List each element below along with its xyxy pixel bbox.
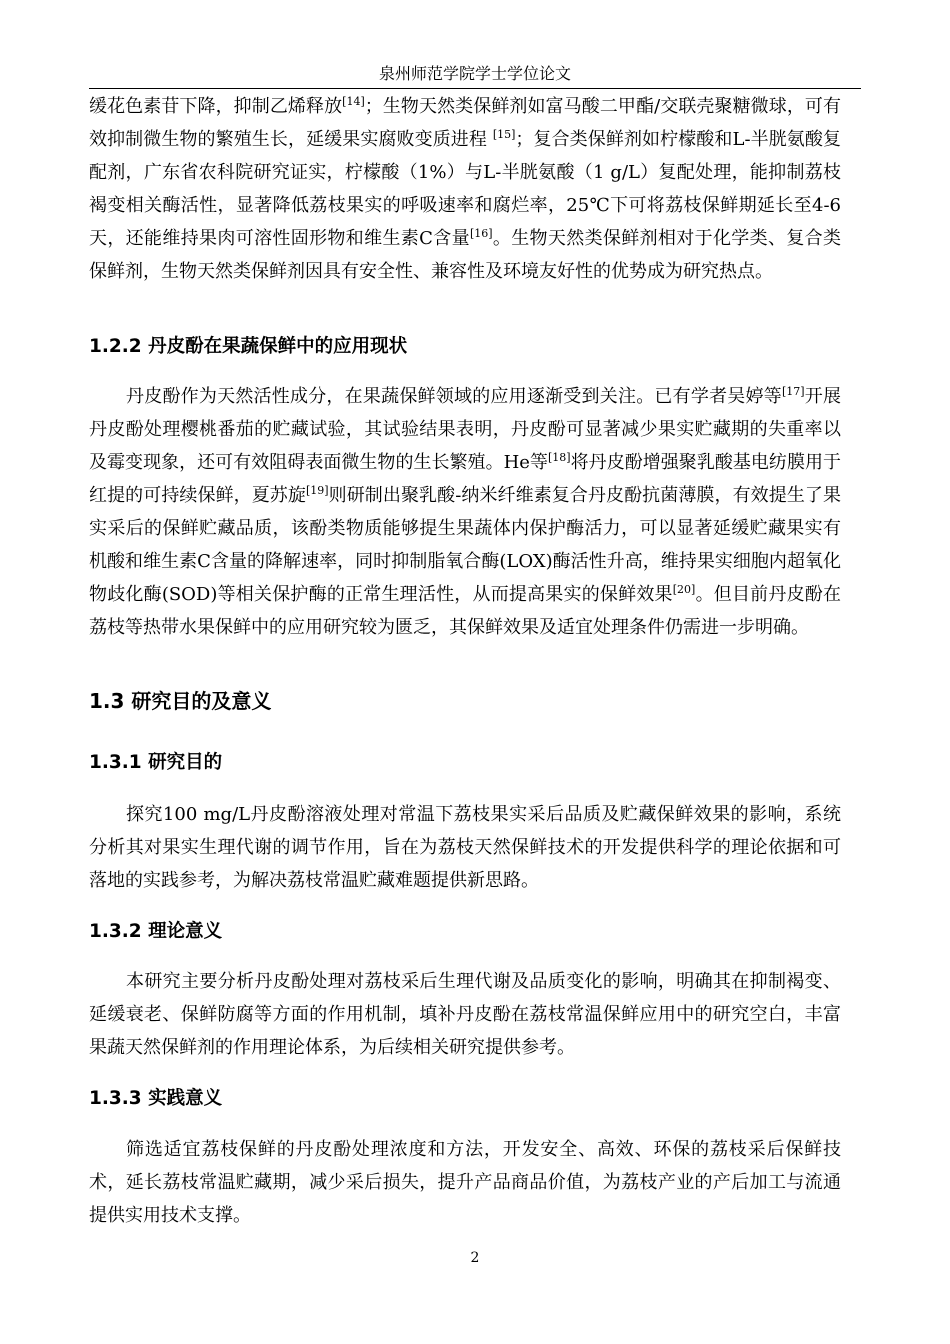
section-1-3 bbox=[89, 686, 841, 716]
citation: [15] bbox=[492, 128, 516, 141]
paragraph-theoretical bbox=[89, 965, 841, 1064]
section-1-3-1 bbox=[89, 749, 841, 777]
paragraph-preservatives bbox=[89, 90, 841, 288]
citation: [20] bbox=[672, 583, 696, 596]
paragraph-paeonol-status bbox=[89, 380, 841, 644]
paragraph-text: 筛选适宜荔枝保鲜的丹皮酚处理浓度和方法，开发安全、高效、环保的荔枝采后保鲜技术，延长荔枝常温贮藏期，减少采后损失，提升产品商品价值，为荔枝产业的产后加工与流通提供实用技术支撑。 bbox=[89, 1139, 841, 1226]
page-number: 2 bbox=[470, 1250, 480, 1266]
citation: [19] bbox=[305, 484, 329, 497]
paragraph-text: 缓花色素苷下降，抑制乙烯释放[14]；生物天然类保鲜剂如富马酸二甲酯/交联壳聚糖微球，可有效抑制微生物的繁殖生长，延缓果实腐败变质进程 [15]；复合类保鲜剂如柠檬酸和L-半胱氨酸复配剂，广东省农科院研究证实，柠檬酸（1%）与L-半胱氨酸（1 g/L）复配处理，能抑制荔枝褐变相关酶活性，显著降低荔枝果实的呼吸速率和腐烂率，25℃下可将荔枝保鲜期延长至4-6天，还能维持果肉可溶性固形物和维生素C含量[16]。生物天然类保鲜剂相对于化学类、复合类保鲜剂，生物天然类保鲜剂因具有安全性、兼容性及环境友好性的优势成为研究热点。 bbox=[89, 95, 842, 282]
paragraph-objective bbox=[89, 798, 841, 897]
section-1-2-2 bbox=[89, 333, 841, 361]
section-heading: 1.3.2 理论意义 bbox=[89, 921, 223, 942]
citation: [14] bbox=[342, 95, 365, 108]
citation: [17] bbox=[781, 385, 805, 398]
citation: [16] bbox=[469, 227, 493, 240]
paragraph-practical bbox=[89, 1133, 841, 1232]
paragraph-text: 探究100 mg/L丹皮酚溶液处理对常温下荔枝果实采后品质及贮藏保鲜效果的影响，系统分析其对果实生理代谢的调节作用，旨在为荔枝天然保鲜技术的开发提供科学的理论依据和可落地的实践参考，为解决荔枝常温贮藏难题提供新思路。 bbox=[89, 804, 841, 891]
section-1-3-2 bbox=[89, 918, 841, 946]
section-heading: 1.3 研究目的及意义 bbox=[89, 689, 272, 713]
section-1-3-3 bbox=[89, 1085, 841, 1113]
section-heading: 1.2.2 丹皮酚在果蔬保鲜中的应用现状 bbox=[89, 336, 408, 357]
paragraph-text: 本研究主要分析丹皮酚处理对荔枝采后生理代谢及品质变化的影响，明确其在抑制褐变、延缓衰老、保鲜防腐等方面的作用机制，填补丹皮酚在荔枝常温保鲜应用中的研究空白，丰富果蔬天然保鲜剂的作用理论体系，为后续相关研究提供参考。 bbox=[89, 971, 841, 1058]
header-rule bbox=[89, 88, 861, 89]
running-header: 泉州师范学院学士学位论文 bbox=[378, 64, 571, 83]
section-heading: 1.3.1 研究目的 bbox=[89, 752, 223, 773]
citation: [18] bbox=[548, 451, 571, 464]
paragraph-text: 丹皮酚作为天然活性成分，在果蔬保鲜领域的应用逐渐受到关注。已有学者吴婷等[17]开展丹皮酚处理樱桃番茄的贮藏试验，其试验结果表明，丹皮酚可显著减少果实贮藏期的失重率以及霉变现象，还可有效阻碍表面微生物的生长繁殖。He等[18]将丹皮酚增强聚乳酸基电纺膜用于红提的可持续保鲜，夏苏旋[19]则研制出聚乳酸-纳米纤维素复合丹皮酚抗菌薄膜，有效提生了果实采后的保鲜贮藏品质，该酚类物质能够提生果蔬体内保护酶活力，可以显著延缓贮藏果实有机酸和维生素C含量的降解速率，同时抑制脂氧合酶(LOX)酶活性升高，维持果实细胞内超氧化物歧化酶(SOD)等相关保护酶的正常生理活性，从而提高果实的保鲜效果[20]。但目前丹皮酚在荔枝等热带水果保鲜中的应用研究较为匮乏，其保鲜效果及适宜处理条件仍需进一步明确。 bbox=[89, 385, 842, 638]
section-heading: 1.3.3 实践意义 bbox=[89, 1088, 223, 1109]
